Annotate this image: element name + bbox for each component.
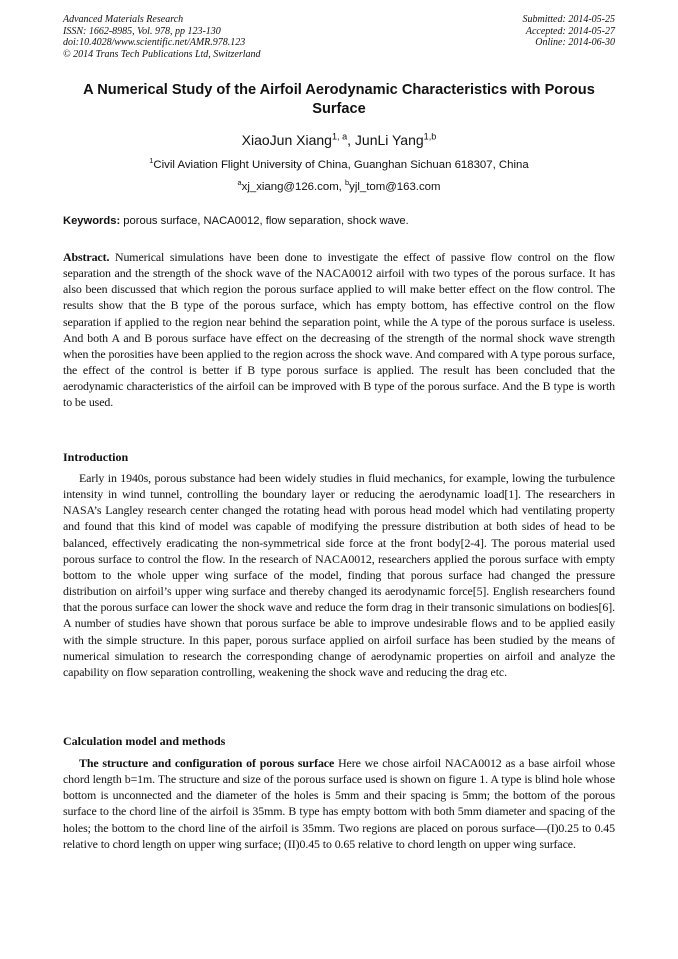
- abstract-label: Abstract.: [63, 250, 110, 264]
- author-separator: ,: [347, 132, 355, 148]
- introduction-text: Early in 1940s, porous substance had been widely studies in fluid mechanics, for example, lowing the turbulence intensity in wind tunnel, controlling the boundary layer or reducing the aerodynamic load[1]. The researchers in NASA’s Langley research center changed the rotating head with porous head model which had ventilating property and found that this kind of model was capable of modifying the pressure distribution at both sides of head to be balanced, effectively eradicating the non-symmetrical side force at the front body[2-4]. The porous material used porous surface to control the flow. In the research of NACA0012, researchers applied the porous surface with empty bottom to the whole upper wing surface of the model, finding that porous surface had changed the pressure distribution on airfoil’s upper wing surface and thereby changed its aerodynamic force[5]. English researchers found that the porous surface can lower the shock wave and reduce the form drag in their transonic simulations on bodies[6]. A number of studies have shown that porous surface be able to improve undesirable flows and to be applied easily with the simple structure. In this paper, porous surface applied on airfoil surface has been studied by the means of numerical simulation to research the corresponding change of aerodynamic properties on airfoil and analyze the capability on flow separation controlling, weakening the shock wave and reducing the drag etc.: [63, 471, 615, 679]
- issn-line: ISSN: 1662-8985, Vol. 978, pp 123-130: [63, 25, 221, 37]
- journal-header: [63, 14, 261, 60]
- copyright-line: © 2014 Trans Tech Publications Ltd, Switzerland: [63, 48, 261, 60]
- doi-line: doi:10.4028/www.scientific.net/AMR.978.123: [63, 37, 246, 48]
- accepted-date: Accepted: 2014-05-27: [525, 25, 615, 37]
- email-line: [63, 180, 615, 194]
- email-b: yjl_tom@163.com: [349, 181, 441, 193]
- calculation-heading: Calculation model and methods: [63, 734, 226, 748]
- paper-title: A Numerical Study of the Airfoil Aerodynamic Characteristics with Porous Surface: [83, 82, 595, 117]
- structure-subheading: The structure and configuration of porous surface: [79, 756, 335, 770]
- affiliation-marker: 1: [149, 156, 154, 166]
- abstract: [63, 249, 615, 411]
- keywords-label: Keywords:: [63, 215, 121, 227]
- email-a: xj_xiang@126.com,: [241, 181, 346, 193]
- author-1-affil-marker: 1, a: [331, 131, 348, 142]
- author-2-name: JunLi Yang: [354, 132, 424, 148]
- abstract-text: Numerical simulations have been done to investigate the effect of passive flow control on the flow separation and the strength of the shock wave of the NACA0012 airfoil with two types of the porous surface. It has also been discussed that which region the porous surface applied to will make better effect on the flow control. The results show that the B type of the porous surface, which has empty bottom, has effective control on the flow separation if applied to the region near behind the separation point, while the A type of the porous surface is useless. And both A and B porous surface have effect on the decreasing of the strength of the normal shock wave strength when the porosities have been applied to the region across the shock wave. And compared with A type porous surface, the effect of the control is better if B type porous surface is applied. The result has been concluded that the aerodynamic characteristics of the airfoil can be improved with B type of the porous surface. And the B type is worth to be used.: [63, 250, 615, 410]
- affiliation: [63, 158, 615, 172]
- introduction-heading: Introduction: [63, 450, 129, 464]
- online-date: Online: 2014-06-30: [535, 37, 615, 48]
- keywords-text: porous surface, NACA0012, flow separation, shock wave.: [120, 215, 409, 227]
- calculation-text: Here we chose airfoil NACA0012 as a base airfoil whose chord length b=1m. The structure and size of the porous surface used is shown on figure 1. A type is blind hole whose bottom is unconnected and the diameter of the holes is 5mm and their spacing is 5mm; the bottom of the porous surface to the chord line of the airfoil is 35mm. B type has empty bottom with both 5mm diameter and spacing of the holes; the bottom to the chord line of the airfoil is 35mm. Two regions are placed on porous surface—(I)0.25 to 0.45 relative to chord length on upper wing surface; (II)0.45 to 0.65 relative to chord length on upper wing surface.: [63, 756, 615, 851]
- journal-name: Advanced Materials Research: [63, 14, 184, 25]
- author-line: [63, 131, 615, 149]
- dates-header: [523, 14, 616, 49]
- email-b-marker: b: [345, 178, 350, 188]
- keywords: [63, 214, 615, 228]
- author-1-name: XiaoJun Xiang: [241, 132, 332, 148]
- author-2-affil-marker: 1,b: [423, 131, 437, 142]
- submitted-date: Submitted: 2014-05-25: [522, 14, 615, 25]
- affiliation-text: Civil Aviation Flight University of China, Guanghan Sichuan 618307, China: [153, 159, 529, 171]
- email-a-marker: a: [237, 178, 242, 188]
- calculation-paragraph: [63, 755, 615, 852]
